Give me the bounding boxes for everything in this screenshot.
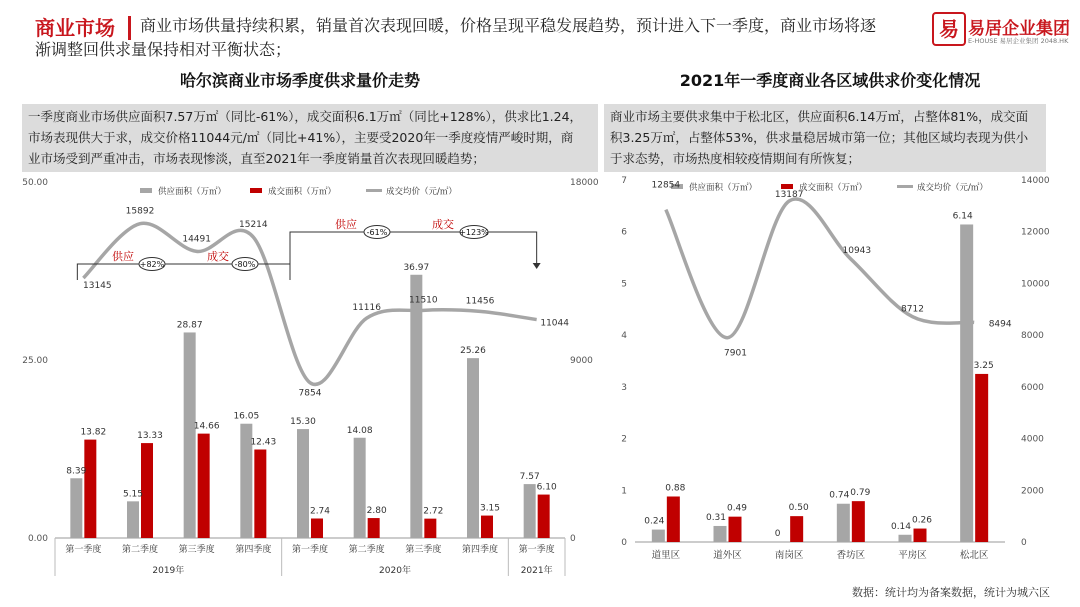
- x-tick-label: 第二季度: [348, 545, 385, 555]
- deal-bar: [729, 517, 742, 542]
- x-tick-label: 松北区: [959, 550, 989, 561]
- x-tick-label: 平房区: [898, 550, 927, 561]
- supply-data-label: 8.39: [66, 466, 87, 477]
- price-data-label: 11456: [465, 296, 495, 307]
- y-right-tick-label: 14000: [1021, 176, 1050, 186]
- price-data-label: 11116: [352, 303, 381, 314]
- price-data-label: 7901: [724, 348, 747, 359]
- y-left-tick-label: 6: [621, 227, 627, 238]
- legend-label: 供应面积（万㎡）: [689, 183, 758, 193]
- deal-bar: [914, 529, 927, 542]
- y-right-tick-label: 18000: [570, 178, 599, 188]
- yoy-pct-label: -61%: [366, 228, 388, 237]
- x-tick-label: 第一季度: [65, 545, 102, 555]
- supply-bar: [70, 478, 82, 538]
- supply-bar: [410, 275, 422, 538]
- deal-bar: [481, 516, 493, 538]
- y-right-tick-label: 0: [1021, 538, 1027, 548]
- right-district-chart: [605, 172, 1080, 584]
- y-right-tick-label: 6000: [1021, 382, 1044, 393]
- legend-label: 成交面积（万㎡）: [799, 183, 868, 193]
- supply-data-label: 0.14: [890, 521, 912, 532]
- supply-bar: [467, 358, 479, 538]
- supply-data-label: 7.57: [519, 472, 540, 483]
- deal-bar: [852, 501, 865, 542]
- legend-swatch: [781, 184, 793, 189]
- right-chart-title: 2021年一季度商业各区域供求价变化情况: [679, 71, 981, 90]
- supply-data-label: 14.08: [346, 425, 373, 436]
- logo-mark-icon: 易: [932, 12, 966, 46]
- x-tick-label: 第三季度: [405, 545, 442, 555]
- y-right-tick-label: 2000: [1021, 486, 1044, 497]
- y-left-tick-label: 5: [621, 279, 627, 290]
- x-tick-label: 第三季度: [178, 545, 215, 555]
- x-tick-label: 第一季度: [518, 545, 555, 555]
- price-data-label: 12854: [651, 180, 681, 191]
- supply-data-label: 28.87: [176, 320, 203, 331]
- yoy-bracket: [290, 232, 537, 264]
- yoy-pct-label: +82%: [139, 260, 165, 269]
- deal-bar: [667, 496, 680, 542]
- price-data-label: 15892: [125, 206, 155, 217]
- yoy-pct-label: -80%: [234, 260, 256, 269]
- legend-swatch: [140, 188, 152, 193]
- deal-data-label: 3.15: [479, 503, 501, 514]
- price-data-label: 7854: [298, 388, 322, 399]
- left-summary-line: 业市场受到严重冲击，市场表现惨淡，直至2021年一季度销量首次表现回暖趋势；: [28, 151, 485, 166]
- supply-data-label: 25.26: [460, 346, 486, 357]
- legend-swatch: [250, 188, 262, 193]
- yoy-deal-label: 成交: [207, 250, 229, 263]
- x-tick-label: 第四季度: [461, 545, 499, 555]
- price-data-label: 11510: [409, 295, 438, 306]
- supply-data-label: 0.74: [829, 490, 850, 501]
- deal-data-label: 0.50: [788, 503, 809, 514]
- right-summary-line: 于求态势，市场热度相较疫情期间有所恢复；: [610, 151, 861, 166]
- deal-bar: [254, 449, 266, 538]
- supply-data-label: 6.14: [952, 211, 973, 222]
- y-right-tick-label: 10000: [1021, 279, 1050, 290]
- price-data-label: 15214: [239, 220, 268, 231]
- x-tick-label: 南岗区: [774, 550, 804, 561]
- legend-label: 成交面积（万㎡）: [268, 187, 337, 197]
- y-left-tick-label: 0.00: [27, 534, 48, 544]
- supply-bar: [899, 535, 912, 542]
- price-line: [666, 199, 974, 338]
- y-left-tick-label: 2: [621, 434, 627, 445]
- right-summary-line: 积3.25万㎡，占整体53%，供求量稳居城市第一位；其他区域均表现为供小: [610, 130, 1029, 145]
- deal-data-label: 3.25: [973, 360, 994, 371]
- y-right-tick-label: 4000: [1021, 434, 1044, 445]
- price-data-label: 10943: [842, 246, 872, 257]
- deal-data-label: 0.26: [911, 515, 933, 526]
- price-data-label: 13145: [83, 281, 112, 292]
- deal-data-label: 2.74: [309, 506, 331, 517]
- left-chart-title: 哈尔滨商业市场季度供求量价走势: [179, 71, 420, 90]
- deal-data-label: 13.33: [137, 431, 163, 442]
- deal-bar: [790, 516, 803, 542]
- legend-label: 成交均价（元/㎡）: [917, 183, 988, 193]
- y-left-tick-label: 7: [621, 176, 627, 186]
- arrow-icon: [533, 263, 541, 269]
- header-description-line1: 商业市场供量持续积累，销量首次表现回暖，价格呈现平稳发展趋势，预计进入下一季度，商业市场将逐: [140, 16, 877, 35]
- y-left-tick-label: 3: [621, 382, 627, 393]
- x-tick-label: 香坊区: [836, 550, 866, 561]
- y-left-tick-label: 1: [621, 486, 627, 497]
- footer-note: 数据：统计均为备案数据，统计为城六区: [852, 586, 1050, 599]
- x-tick-label: 道里区: [651, 550, 681, 561]
- x-group-label: 2019年: [152, 566, 185, 576]
- supply-data-label: 16.05: [233, 411, 260, 422]
- y-right-tick-label: 0: [570, 534, 576, 544]
- price-data-label: 13187: [774, 190, 804, 201]
- yoy-bracket: [77, 264, 290, 280]
- x-group-label: 2020年: [379, 566, 411, 576]
- legend-label: 成交均价（元/㎡）: [386, 187, 457, 197]
- x-tick-label: 第四季度: [235, 545, 272, 555]
- x-tick-label: 第二季度: [121, 545, 159, 555]
- right-summary-line: 商业市场主要供求集中于松北区，供应面积6.14万㎡，占整体81%，成交面: [610, 109, 1029, 124]
- supply-bar: [960, 224, 973, 542]
- y-right-tick-label: 8000: [1021, 331, 1044, 342]
- yoy-deal-label: 成交: [432, 218, 454, 231]
- supply-bar: [354, 438, 366, 538]
- left-summary-line: 市场表现供大于求，成交价格11044元/㎡（同比+41%），主要受2020年一季度疫情严峻时期，商: [28, 130, 574, 145]
- supply-bar: [524, 484, 536, 538]
- deal-bar: [424, 519, 436, 538]
- price-data-label: 11044: [540, 318, 569, 329]
- price-data-label: 8494: [988, 319, 1012, 330]
- supply-bar: [127, 501, 139, 538]
- left-supply-demand-chart: [0, 172, 605, 584]
- supply-data-label: 36.97: [403, 262, 430, 273]
- x-tick-label: 道外区: [713, 550, 742, 561]
- y-left-tick-label: 50.00: [22, 178, 48, 188]
- deal-data-label: 0.49: [726, 503, 748, 514]
- header-description-line2: 渐调整回供求量保持相对平衡状态；: [35, 40, 292, 59]
- deal-data-label: 13.82: [80, 427, 107, 438]
- logo-subtitle: E-HOUSE 易居企业集团 2048.HK: [968, 37, 1069, 45]
- supply-data-label: 0.24: [644, 516, 665, 527]
- right-summary-box: [604, 104, 1046, 172]
- section-title: 商业市场: [35, 16, 115, 40]
- slide-header: [0, 0, 1080, 62]
- legend-label: 供应面积（万㎡）: [158, 187, 227, 197]
- deal-data-label: 14.66: [193, 421, 220, 432]
- supply-data-label: 0: [774, 529, 781, 539]
- x-group-label: 2021年: [520, 566, 553, 576]
- deal-data-label: 0.88: [665, 483, 686, 494]
- deal-data-label: 2.80: [366, 506, 387, 517]
- deal-bar: [975, 374, 988, 542]
- deal-data-label: 12.43: [250, 437, 277, 448]
- supply-bar: [652, 530, 665, 542]
- supply-bar: [184, 332, 196, 538]
- y-left-tick-label: 25.00: [22, 356, 48, 366]
- deal-bar: [311, 518, 323, 538]
- supply-bar: [714, 526, 727, 542]
- deal-bar: [198, 434, 210, 538]
- y-right-tick-label: 12000: [1021, 227, 1050, 238]
- supply-data-label: 0.31: [705, 512, 727, 523]
- y-left-tick-label: 0: [621, 538, 627, 548]
- deal-bar: [368, 518, 380, 538]
- left-summary-box: [22, 104, 598, 172]
- supply-data-label: 15.30: [290, 417, 316, 428]
- y-left-tick-label: 4: [621, 331, 627, 342]
- supply-bar: [837, 504, 850, 542]
- deal-data-label: 2.72: [423, 506, 444, 517]
- y-right-tick-label: 9000: [570, 356, 593, 366]
- supply-bar: [297, 429, 309, 538]
- yoy-pct-label: +123%: [459, 228, 489, 237]
- logo-name: 易居企业集团: [968, 19, 1070, 39]
- price-data-label: 8712: [901, 304, 924, 315]
- price-data-label: 14491: [182, 234, 211, 245]
- company-logo: [932, 12, 1072, 46]
- x-tick-label: 第一季度: [291, 545, 329, 555]
- supply-data-label: 5.15: [122, 489, 144, 500]
- deal-bar: [84, 440, 96, 538]
- deal-data-label: 0.79: [850, 488, 871, 499]
- title-divider: [128, 16, 131, 40]
- deal-bar: [538, 495, 550, 538]
- deal-data-label: 6.10: [536, 482, 557, 493]
- yoy-supply-label: 供应: [112, 250, 134, 263]
- left-summary-line: 一季度商业市场供应面积7.57万㎡（同比-61%），成交面积6.1万㎡（同比+128%），供求比1.24，: [28, 109, 583, 124]
- yoy-supply-label: 供应: [335, 218, 357, 231]
